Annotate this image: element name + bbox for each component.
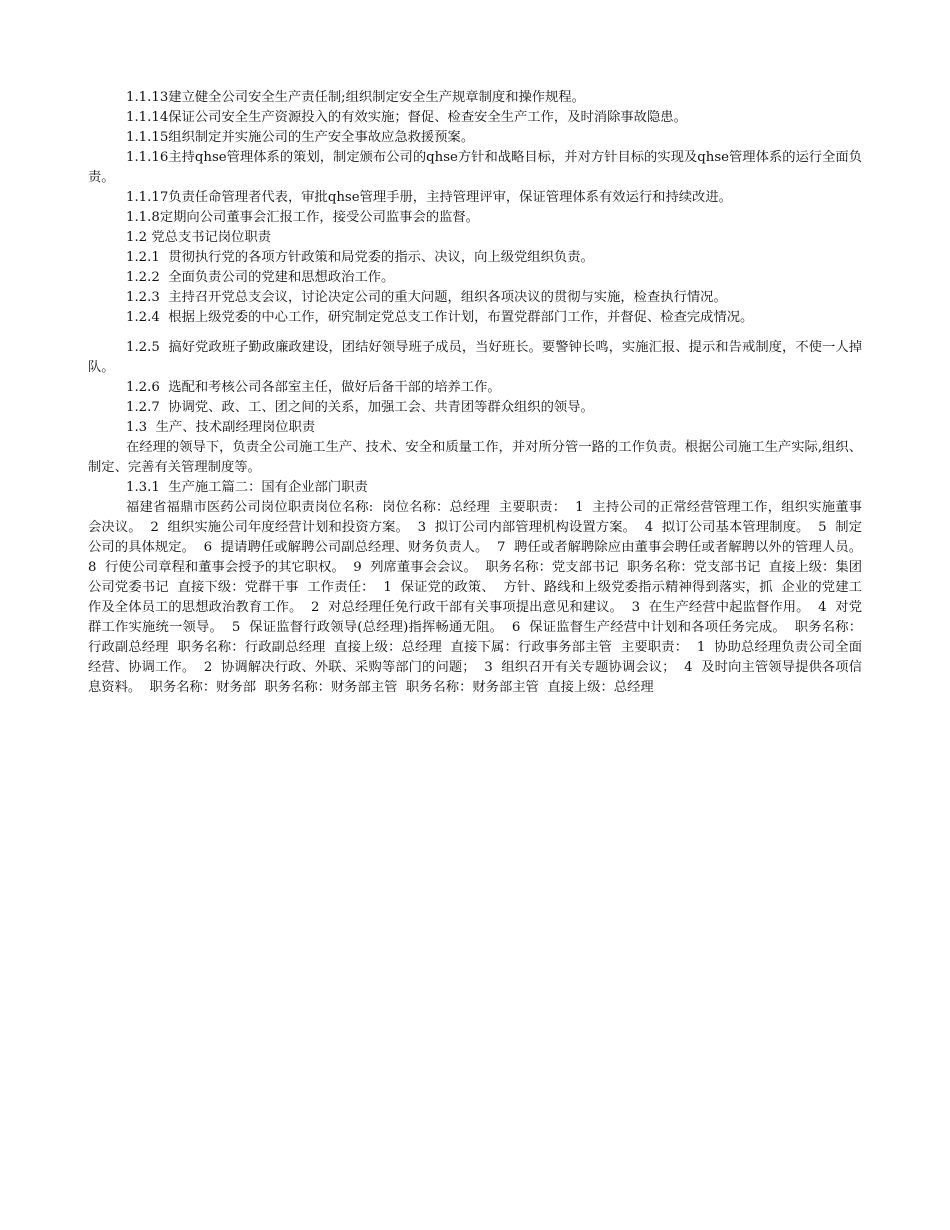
paragraph-1-1-17: 1.1.17负责任命管理者代表，审批qhse管理手册，主持管理评审，保证管理体系有效运行和持续改进。 <box>126 190 732 205</box>
section-heading-1-3: 1.3 生产、技术副经理岗位职责 <box>126 420 316 435</box>
paragraph-1-3-intro: 在经理的领导下，负责全公司施工生产、技术、安全和质量工作，并对所分管一路的工作负责。根据公司施工生产实际,组织、制定、完善有关管理制度等。 <box>88 440 862 475</box>
document-body <box>88 88 871 698</box>
paragraph-1-2-4: 1.2.4 根据上级党委的中心工作，研究制定党总支工作计划，布置党群部门工作，并督促、检查完成情况。 <box>126 310 754 325</box>
paragraph-1-2-2: 1.2.2 全面负责公司的党建和思想政治工作。 <box>126 270 395 285</box>
section-heading-1-2: 1.2 党总支书记岗位职责 <box>126 230 272 245</box>
paragraph-1-2-6: 1.2.6 选配和考核公司各部室主任，做好后备干部的培养工作。 <box>126 380 501 395</box>
paragraph-1-3-1: 1.3.1 生产施工篇二：国有企业部门职责 <box>126 480 368 495</box>
paragraph-1-2-3: 1.2.3 主持召开党总支会议，讨论决定公司的重大问题，组织各项决议的贯彻与实施，检查执行情况。 <box>126 290 727 305</box>
paragraph-job-descriptions: 福建省福鼎市医药公司岗位职责岗位名称: 岗位名称：总经理 主要职责： 1 主持公司的正常经营管理工作，组织实施董事会决议。 2 组织实施公司年度经营计划和投资方案。 3 拟订公司内部管理机构设置方案。 4 拟订公司基本管理制度。 5 制定公司的具体规定。 6 提请聘任或解聘公司副总经理、财务负责人。 7 聘任或者解聘除应由董事会聘任或者解聘以外的管理人员。 8 行使公司章程和董事会授予的其它职权。 9 列席董事会会议。 职务名称：党支部书记 职务名称：党支部书记 直接上级：集团公司党委书记 直接下级：党群干事 工作责任： 1 保证党的政策、 方针、路线和上级党委指示精神得到落实，抓 企业的党建工作及全体员工的思想政治教育工作。 2 对总经理任免行政干部有关事项提出意见和建议。 3 在生产经营中起监督作用。 4 对党群工作实施统一领导。 5 保证监督行政领导(总经理)指挥畅通无阻。 6 保证监督生产经营中计划和各项任务完成。 职务名称：行政副总经理 职务名称：行政副总经理 直接上级：总经理 直接下属：行政事务部主管 主要职责： 1 协助总经理负责公司全面经营、协调工作。 2 协调解决行政、外联、采购等部门的问题； 3 组织召开有关专题协调会议； 4 及时向主管领导提供各项信息资料。 职务名称：财务部 职务名称：财务部主管 职务名称：财务部主管 直接上级：总经理 <box>88 500 871 695</box>
paragraph-1-2-5: 1.2.5 搞好党政班子勤政廉政建设，团结好领导班子成员，当好班长。要警钟长鸣，实施汇报、提示和告戒制度，不使一人掉队。 <box>88 340 862 375</box>
paragraph-1-1-8: 1.1.8定期向公司董事会汇报工作，接受公司监事会的监督。 <box>126 210 479 225</box>
paragraph-1-2-1: 1.2.1 贯彻执行党的各项方针政策和局党委的指示、决议，向上级党组织负责。 <box>126 250 594 265</box>
paragraph-1-1-16: 1.1.16主持qhse管理体系的策划，制定颁布公司的qhse方针和战略目标，并对方针目标的实现及qhse管理体系的运行全面负责。 <box>88 150 862 185</box>
paragraph-1-1-15: 1.1.15组织制定并实施公司的生产安全事故应急救援预案。 <box>126 130 475 145</box>
paragraph-1-2-7: 1.2.7 协调党、政、工、团之间的关系，加强工会、共青团等群众组织的领导。 <box>126 400 594 415</box>
paragraph-1-1-13: 1.1.13建立健全公司安全生产责任制;组织制定安全生产规章制度和操作规程。 <box>126 90 585 105</box>
paragraph-1-1-14: 1.1.14保证公司安全生产资源投入的有效实施；督促、检查安全生产工作，及时消除事故隐患。 <box>126 110 687 125</box>
